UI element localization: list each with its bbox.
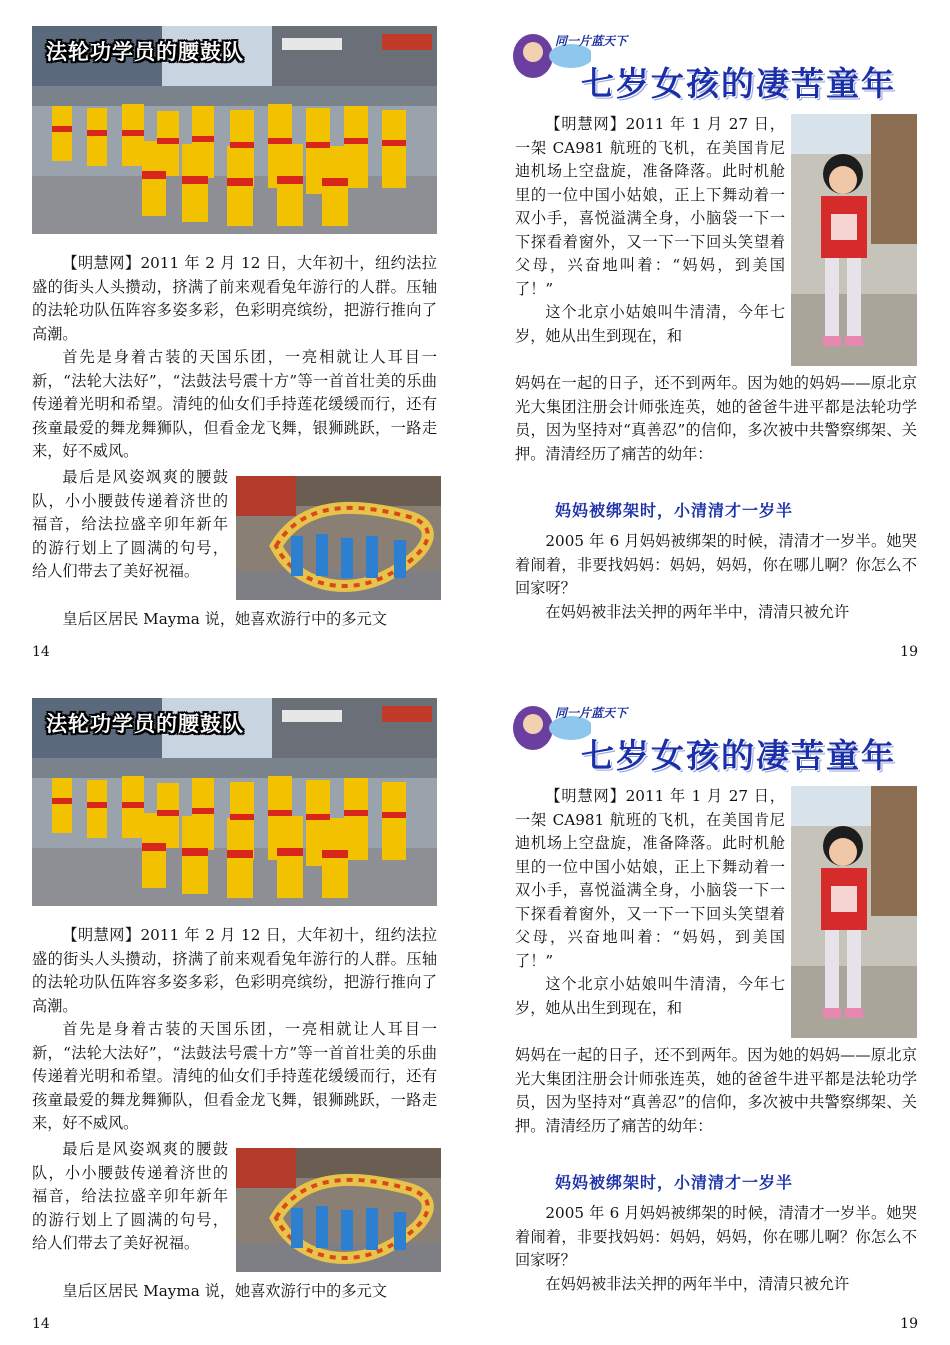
- left-article-body-wrap: [32, 466, 228, 584]
- waist-drum-team-photo: [32, 26, 437, 234]
- page-number-right: 19: [900, 1316, 918, 1332]
- right-article-body-after: [515, 530, 917, 624]
- left-paragraph-1: 【明慧网】2011 年 2 月 12 日，大年初十，纽约法拉盛的街头人头攒动，挤满了前来观看兔年游行的人群。压轴的法轮功队伍阵容多姿多彩，色彩明亮缤纷，把游行推向了高潮。: [32, 254, 437, 343]
- photo-caption: 法轮功学员的腰鼓队: [46, 712, 244, 736]
- right-paragraph-2b: 妈妈在一起的日子，还不到两年。因为她的妈妈——原北京光大集团注册会计师张连英，她的爸爸牛进平都是法轮功学员，因为坚持对“真善忍”的信仰，多次被中共警察绑架、关押。清清经历了痛苦的幼年：: [515, 374, 917, 463]
- right-article-body-wrap: [515, 113, 785, 348]
- left-paragraph-4: 皇后区居民 Mayma 说，她喜欢游行中的多元文: [62, 1282, 387, 1300]
- left-paragraph-4: 皇后区居民 Mayma 说，她喜欢游行中的多元文: [62, 610, 387, 628]
- right-paragraph-4: 在妈妈被非法关押的两年半中，清清只被允许: [545, 1274, 850, 1293]
- left-article-body-bottom: [32, 1280, 437, 1304]
- article-subheading: 妈妈被绑架时，小清清才一岁半: [555, 1173, 794, 1192]
- left-paragraph-3: 最后是风姿飒爽的腰鼓队，小小腰鼓传递着济世的福音，给法拉盛辛卯年新年的游行划上了圆满的句号，给人们带去了美好祝福。: [32, 468, 228, 580]
- right-paragraph-1: 【明慧网】2011 年 1 月 27 日，一架 CA981 航班的飞机，在美国肯尼迪机场上空盘旋，准备降落。此时机舱里的一位中国小姑娘，正上下舞动着一双小手，喜悦溢满全身，小脑袋一下一下探看着窗外，又一下一下回头笑望着父母，兴奋地叫着：“妈妈，到美国了！”: [515, 115, 785, 298]
- page-number-left: 14: [32, 1316, 50, 1332]
- left-paragraph-3: 最后是风姿飒爽的腰鼓队，小小腰鼓传递着济世的福音，给法拉盛辛卯年新年的游行划上了圆满的句号，给人们带去了美好祝福。: [32, 1140, 228, 1252]
- right-paragraph-2a: 这个北京小姑娘叫牛清清，今年七岁，她从出生到现在，和: [515, 303, 785, 345]
- girl-photo: [791, 786, 917, 1038]
- girl-photo-illustration: [791, 786, 917, 1038]
- left-paragraph-1: 【明慧网】2011 年 2 月 12 日，大年初十，纽约法拉盛的街头人头攒动，挤满了前来观看兔年游行的人群。压轴的法轮功队伍阵容多姿多彩，色彩明亮缤纷，把游行推向了高潮。: [32, 926, 437, 1015]
- left-article-body-wrap: [32, 1138, 228, 1256]
- right-page: [475, 0, 950, 672]
- right-paragraph-4: 在妈妈被非法关押的两年半中，清清只被允许: [545, 602, 850, 621]
- right-paragraph-2b: 妈妈在一起的日子，还不到两年。因为她的妈妈——原北京光大集团注册会计师张连英，她的爸爸牛进平都是法轮功学员，因为坚持对“真善忍”的信仰，多次被中共警察绑架、关押。清清经历了痛苦的幼年：: [515, 1046, 917, 1135]
- left-article-body-top: [32, 252, 437, 464]
- article-title: 七岁女孩的凄苦童年: [581, 736, 896, 775]
- girl-photo: [791, 114, 917, 366]
- left-paragraph-2: 首先是身着古装的天国乐团，一亮相就让人耳目一新，“法轮大法好”，“法鼓法号震十方”等一首首壮美的乐曲传递着光明和希望。清纯的仙女们手持莲花缓缓而行，还有孩童最爱的舞龙舞狮队，但看金龙飞舞，银狮跳跃，一路走来，好不威风。: [32, 348, 437, 460]
- right-page: [475, 672, 950, 1344]
- photo-caption: 法轮功学员的腰鼓队: [46, 40, 244, 64]
- right-article-body-full: [515, 372, 917, 466]
- right-article-body-wrap: [515, 785, 785, 1020]
- dragon-photo-illustration: [236, 476, 441, 600]
- dragon-dance-photo: [236, 1148, 441, 1272]
- right-paragraph-3: 2005 年 6 月妈妈被绑架的时候，清清才一岁半。她哭着闹着，非要找妈妈：妈妈，妈妈，你在哪儿啊？你怎么不回家呀？: [515, 532, 917, 597]
- page-spread-bottom: [0, 672, 950, 1344]
- dragon-dance-photo: [236, 476, 441, 600]
- left-paragraph-2: 首先是身着古装的天国乐团，一亮相就让人耳目一新，“法轮大法好”，“法鼓法号震十方”等一首首壮美的乐曲传递着光明和希望。清纯的仙女们手持莲花缓缓而行，还有孩童最爱的舞龙舞狮队，但看金龙飞舞，银狮跳跃，一路走来，好不威风。: [32, 1020, 437, 1132]
- series-label: 同一片蓝天下: [555, 706, 628, 720]
- page-number-left: 14: [32, 644, 50, 660]
- right-paragraph-2a: 这个北京小姑娘叫牛清清，今年七岁，她从出生到现在，和: [515, 975, 785, 1017]
- left-page: [0, 0, 475, 672]
- right-paragraph-3: 2005 年 6 月妈妈被绑架的时候，清清才一岁半。她哭着闹着，非要找妈妈：妈妈，妈妈，你在哪儿啊？你怎么不回家呀？: [515, 1204, 917, 1269]
- left-article-body-top: [32, 924, 437, 1136]
- article-title: 七岁女孩的凄苦童年: [581, 64, 896, 103]
- left-page: [0, 672, 475, 1344]
- page-spread-top: [0, 0, 950, 672]
- article-subheading: 妈妈被绑架时，小清清才一岁半: [555, 501, 794, 520]
- left-article-body-bottom: [32, 608, 437, 632]
- right-article-body-after: [515, 1202, 917, 1296]
- right-article-body-full: [515, 1044, 917, 1138]
- right-paragraph-1: 【明慧网】2011 年 1 月 27 日，一架 CA981 航班的飞机，在美国肯尼迪机场上空盘旋，准备降落。此时机舱里的一位中国小姑娘，正上下舞动着一双小手，喜悦溢满全身，小脑袋一下一下探看着窗外，又一下一下回头笑望着父母，兴奋地叫着：“妈妈，到美国了！”: [515, 787, 785, 970]
- waist-drum-team-photo: [32, 698, 437, 906]
- dragon-photo-illustration: [236, 1148, 441, 1272]
- series-label: 同一片蓝天下: [555, 34, 628, 48]
- page-number-right: 19: [900, 644, 918, 660]
- girl-photo-illustration: [791, 114, 917, 366]
